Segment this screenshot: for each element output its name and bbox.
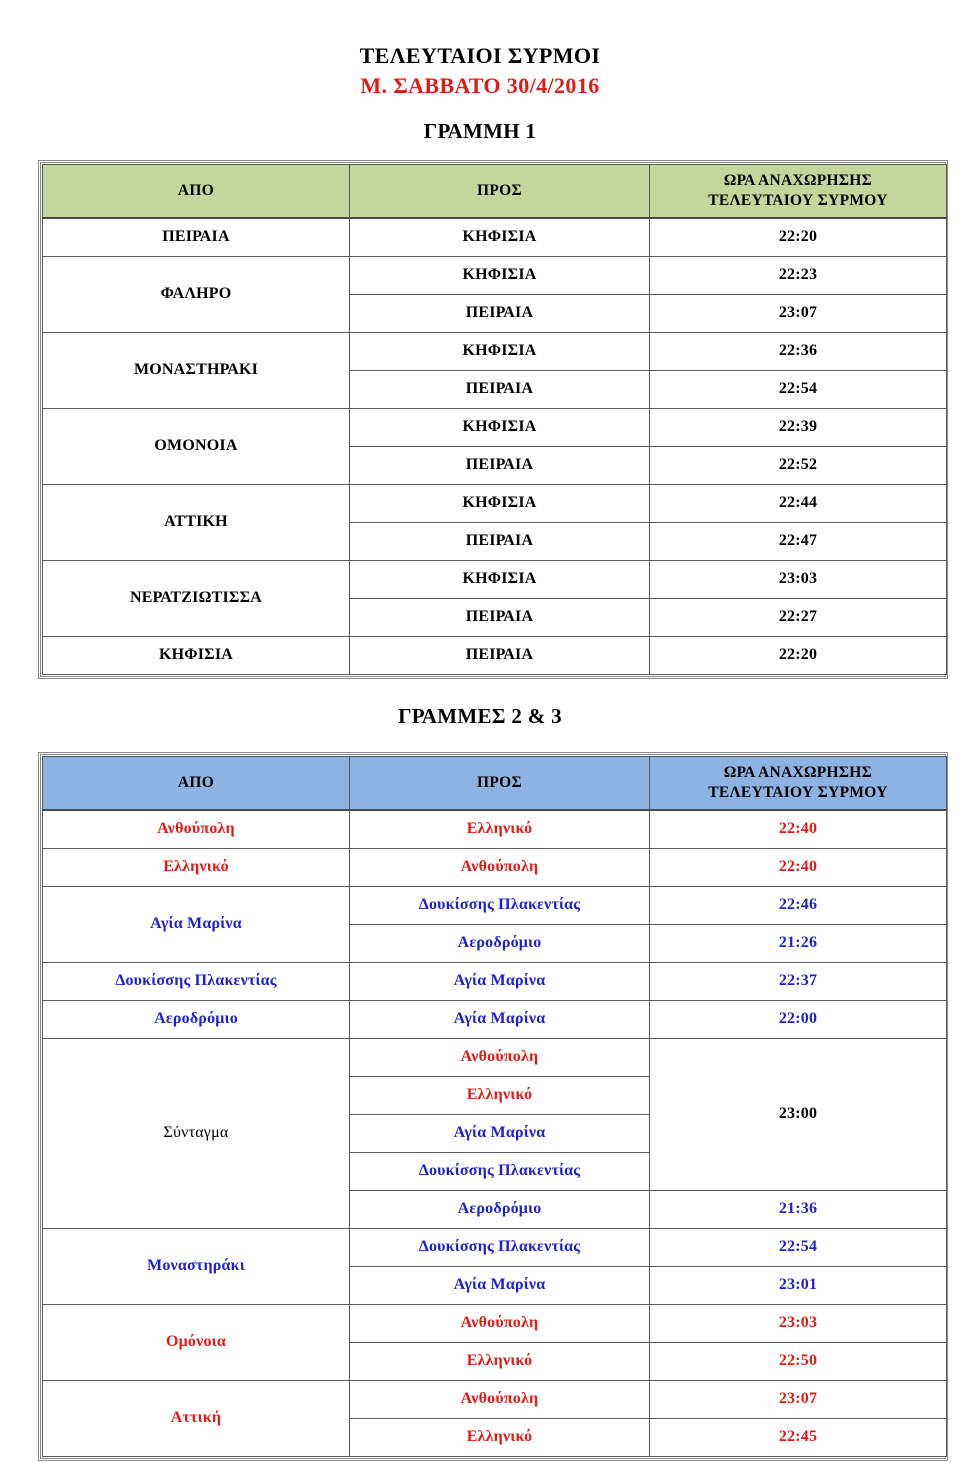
cell-origin-station: ΠΕΙΡΑΙΑ [43,218,350,256]
cell-departure-time: 23:03 [650,560,947,598]
timetable-line23-wrapper [38,752,948,1461]
cell-destination-station: ΚΗΦΙΣΙΑ [350,256,650,294]
cell-departure-time: 23:03 [650,1304,947,1342]
cell-origin-station: Δουκίσσης Πλακεντίας [43,962,350,1000]
table-row [43,1380,947,1418]
cell-origin-station: Αγία Μαρίνα [43,886,350,962]
cell-departure-time: 22:50 [650,1342,947,1380]
cell-departure-time: 22:52 [650,446,947,484]
timetable-line1 [42,164,947,675]
table-header-row [43,756,947,810]
cell-destination-station: ΠΕΙΡΑΙΑ [350,598,650,636]
cell-destination-station: Αεροδρόμιο [350,924,650,962]
page-title: ΤΕΛΕΥΤΑΙΟΙ ΣΥΡΜΟΙ [359,43,601,68]
cell-destination-station: ΚΗΦΙΣΙΑ [350,408,650,446]
cell-destination-station: Αεροδρόμιο [350,1190,650,1228]
page-date-subtitle: Μ. ΣΑΒΒΑΤΟ 30/4/2016 [360,72,600,98]
cell-departure-time: 22:54 [650,370,947,408]
table-row [43,636,947,674]
cell-origin-station: ΟΜΟΝΟΙΑ [43,408,350,484]
cell-departure-time: 22:20 [650,636,947,674]
cell-destination-station: Δουκίσσης Πλακεντίας [350,886,650,924]
cell-departure-time: 22:44 [650,484,947,522]
table-row [43,256,947,294]
cell-destination-station: ΚΗΦΙΣΙΑ [350,332,650,370]
column-header-departure-time-line2: ΤΕΛΕΥΤΑΙΟΥ ΣΥΡΜΟΥ [708,191,888,209]
cell-departure-time: 22:40 [650,848,947,886]
timetable-line23 [42,756,947,1457]
cell-destination-station: Ελληνικό [350,1418,650,1456]
cell-destination-station: Αγία Μαρίνα [350,1114,650,1152]
column-header-from: ΑΠΟ [43,164,350,218]
cell-origin-station: Ελληνικό [43,848,350,886]
table-row [43,1228,947,1266]
cell-origin-station: Ομόνοια [43,1304,350,1380]
column-header-departure-time-line1: ΩΡΑ ΑΝΑΧΩΡΗΣΗΣ [723,764,873,782]
cell-departure-time: 23:07 [650,294,947,332]
table-row [43,810,947,848]
column-header-to: ΠΡΟΣ [350,756,650,810]
table-header-row [43,164,947,218]
cell-destination-station: Ανθούπολη [350,848,650,886]
cell-destination-station: ΚΗΦΙΣΙΑ [350,484,650,522]
table-body [43,810,947,1456]
section-heading-line1: ΓΡΑΜΜΗ 1 [423,118,537,143]
cell-departure-time: 21:26 [650,924,947,962]
cell-departure-time: 22:40 [650,810,947,848]
cell-origin-station: ΝΕΡΑΤΖΙΩΤΙΣΣΑ [43,560,350,636]
cell-destination-station: ΠΕΙΡΑΙΑ [350,446,650,484]
cell-destination-station: Ελληνικό [350,1342,650,1380]
cell-departure-time: 22:23 [650,256,947,294]
title-block [0,0,960,100]
column-header-to: ΠΡΟΣ [350,164,650,218]
table-row [43,886,947,924]
table-head [43,756,947,810]
cell-departure-time: 23:07 [650,1380,947,1418]
cell-departure-time: 22:54 [650,1228,947,1266]
cell-departure-time: 22:20 [650,218,947,256]
cell-departure-time: 22:39 [650,408,947,446]
timetable-line1-wrapper [38,160,948,679]
cell-destination-station: Ελληνικό [350,1076,650,1114]
cell-departure-time: 23:01 [650,1266,947,1304]
cell-destination-station: Αγία Μαρίνα [350,1000,650,1038]
table-row [43,962,947,1000]
cell-origin-station: Αεροδρόμιο [43,1000,350,1038]
column-header-departure-time [650,756,947,810]
cell-origin-station: Σύνταγμα [43,1038,350,1228]
cell-origin-station: ΑΤΤΙΚΗ [43,484,350,560]
cell-destination-station: ΚΗΦΙΣΙΑ [350,218,650,256]
cell-departure-time: 22:46 [650,886,947,924]
cell-origin-station: ΦΑΛΗΡΟ [43,256,350,332]
cell-departure-time: 21:36 [650,1190,947,1228]
cell-origin-station: Ανθούπολη [43,810,350,848]
table-row [43,332,947,370]
column-header-departure-time-line2: ΤΕΛΕΥΤΑΙΟΥ ΣΥΡΜΟΥ [708,783,888,801]
table-head [43,164,947,218]
cell-destination-station: ΠΕΙΡΑΙΑ [350,522,650,560]
table-row [43,484,947,522]
cell-origin-station: Αττική [43,1380,350,1456]
column-header-departure-time [650,164,947,218]
cell-departure-time: 22:37 [650,962,947,1000]
column-header-departure-time-line1: ΩΡΑ ΑΝΑΧΩΡΗΣΗΣ [723,172,873,190]
table-row [43,560,947,598]
cell-origin-station: Μοναστηράκι [43,1228,350,1304]
cell-destination-station: Ανθούπολη [350,1380,650,1418]
cell-destination-station: Δουκίσσης Πλακεντίας [350,1152,650,1190]
cell-destination-station: ΠΕΙΡΑΙΑ [350,294,650,332]
cell-departure-time: 22:00 [650,1000,947,1038]
cell-departure-time: 22:47 [650,522,947,560]
table-body [43,218,947,674]
cell-departure-time: 22:45 [650,1418,947,1456]
cell-destination-station: Αγία Μαρίνα [350,962,650,1000]
cell-destination-station: Ελληνικό [350,810,650,848]
cell-destination-station: ΠΕΙΡΑΙΑ [350,636,650,674]
cell-destination-station: Ανθούπολη [350,1304,650,1342]
table-row [43,848,947,886]
cell-origin-station: ΚΗΦΙΣΙΑ [43,636,350,674]
cell-departure-time: 22:27 [650,598,947,636]
cell-destination-station: ΚΗΦΙΣΙΑ [350,560,650,598]
table-row [43,408,947,446]
cell-destination-station: Αγία Μαρίνα [350,1266,650,1304]
cell-destination-station: ΠΕΙΡΑΙΑ [350,370,650,408]
cell-origin-station: ΜΟΝΑΣΤΗΡΑΚΙ [43,332,350,408]
table-row [43,218,947,256]
column-header-from: ΑΠΟ [43,756,350,810]
table-row [43,1000,947,1038]
cell-departure-time: 22:36 [650,332,947,370]
table-row [43,1038,947,1076]
section-heading-line23: ΓΡΑΜΜΕΣ 2 & 3 [398,703,562,728]
cell-departure-time: 23:00 [650,1038,947,1190]
table-row [43,1304,947,1342]
cell-destination-station: Δουκίσσης Πλακεντίας [350,1228,650,1266]
cell-destination-station: Ανθούπολη [350,1038,650,1076]
